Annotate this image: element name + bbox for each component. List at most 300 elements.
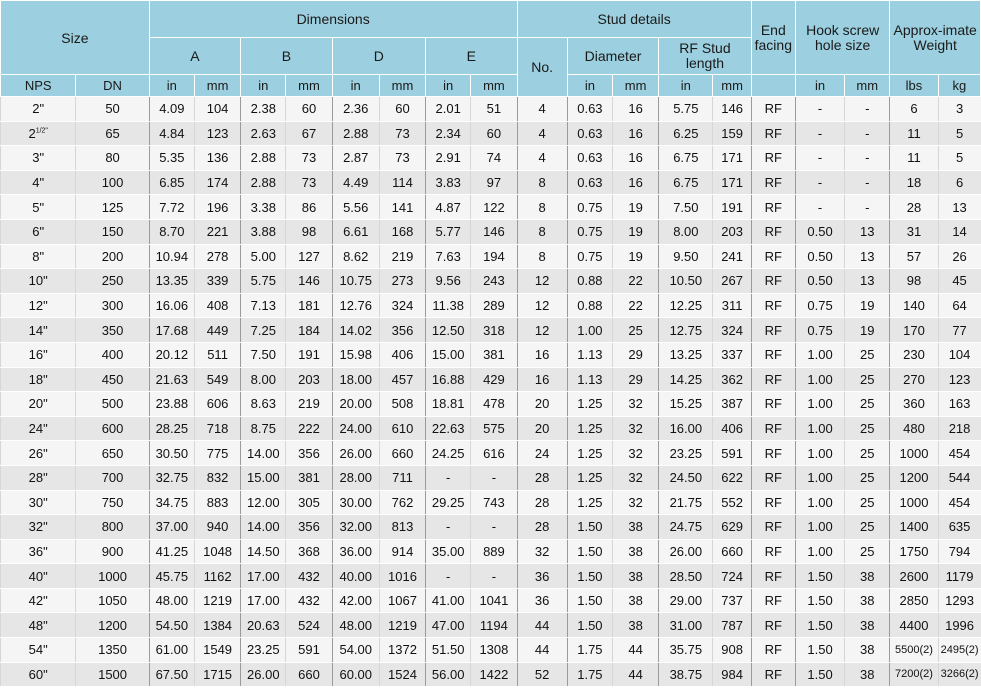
- cell-nps: 12": [1, 293, 76, 318]
- cell-b-mm: 432: [286, 588, 332, 613]
- cell-lbs: 11: [890, 121, 938, 146]
- cell-lbs: 98: [890, 269, 938, 294]
- cell-d-in: 42.00: [332, 588, 379, 613]
- cell-kg: 454: [938, 490, 980, 515]
- cell-a-in: 34.75: [149, 490, 194, 515]
- cell-hook-in: 1.00: [795, 367, 844, 392]
- cell-rf-in: 35.75: [659, 638, 713, 663]
- cell-kg: 64: [938, 293, 980, 318]
- cell-no: 8: [517, 195, 567, 220]
- cell-e-in: 2.34: [426, 121, 471, 146]
- cell-nps: 6": [1, 219, 76, 244]
- cell-kg: 104: [938, 342, 980, 367]
- cell-e-mm: 889: [471, 539, 517, 564]
- cell-e-in: 29.25: [426, 490, 471, 515]
- cell-dn: 500: [76, 392, 149, 417]
- cell-a-mm: 511: [194, 342, 240, 367]
- cell-dia-in: 1.75: [567, 638, 612, 663]
- header-a-in: in: [149, 75, 194, 97]
- cell-e-in: 2.91: [426, 146, 471, 171]
- cell-e-in: 5.77: [426, 219, 471, 244]
- cell-a-in: 6.85: [149, 170, 194, 195]
- cell-end-facing: RF: [751, 539, 795, 564]
- cell-d-in: 28.00: [332, 465, 379, 490]
- cell-dn: 1200: [76, 613, 149, 638]
- table-row: [1, 367, 981, 392]
- cell-dn: 300: [76, 293, 149, 318]
- cell-e-mm: 743: [471, 490, 517, 515]
- cell-kg: 454: [938, 441, 980, 466]
- cell-dn: 700: [76, 465, 149, 490]
- cell-end-facing: RF: [751, 318, 795, 343]
- cell-rf-in: 12.75: [659, 318, 713, 343]
- cell-no: 12: [517, 293, 567, 318]
- table-row: [1, 318, 981, 343]
- cell-b-in: 2.38: [241, 97, 286, 122]
- cell-kg: 26: [938, 244, 980, 269]
- cell-hook-mm: -: [845, 121, 890, 146]
- table-row: [1, 146, 981, 171]
- cell-end-facing: RF: [751, 564, 795, 589]
- header-approx-weight: Approx-imate Weight: [890, 1, 981, 75]
- cell-d-mm: 660: [379, 441, 425, 466]
- cell-kg: 1293: [938, 588, 980, 613]
- cell-rf-in: 10.50: [659, 269, 713, 294]
- cell-a-mm: 606: [194, 392, 240, 417]
- cell-lbs: 1000: [890, 490, 938, 515]
- cell-dia-in: 0.88: [567, 293, 612, 318]
- cell-e-in: 16.88: [426, 367, 471, 392]
- cell-d-mm: 1016: [379, 564, 425, 589]
- cell-end-facing: RF: [751, 638, 795, 663]
- cell-dia-in: 0.75: [567, 219, 612, 244]
- cell-lbs: 140: [890, 293, 938, 318]
- cell-rf-in: 28.50: [659, 564, 713, 589]
- cell-b-in: 17.00: [241, 588, 286, 613]
- cell-b-in: 2.63: [241, 121, 286, 146]
- cell-dia-in: 1.50: [567, 515, 612, 540]
- cell-hook-in: 1.00: [795, 342, 844, 367]
- nps-fraction: 1/2": [35, 127, 48, 135]
- header-a-mm: mm: [194, 75, 240, 97]
- cell-a-mm: 1162: [194, 564, 240, 589]
- table-row: [1, 588, 981, 613]
- cell-d-in: 54.00: [332, 638, 379, 663]
- cell-rf-in: 9.50: [659, 244, 713, 269]
- cell-d-in: 2.36: [332, 97, 379, 122]
- cell-no: 28: [517, 515, 567, 540]
- cell-no: 36: [517, 564, 567, 589]
- cell-e-in: 12.50: [426, 318, 471, 343]
- table-row: [1, 269, 981, 294]
- cell-rf-in: 21.75: [659, 490, 713, 515]
- cell-nps: 16": [1, 342, 76, 367]
- cell-dn: 65: [76, 121, 149, 146]
- cell-dia-mm: 16: [613, 170, 659, 195]
- cell-rf-mm: 171: [713, 146, 751, 171]
- cell-e-mm: 1308: [471, 638, 517, 663]
- cell-b-mm: 181: [286, 293, 332, 318]
- cell-b-mm: 98: [286, 219, 332, 244]
- header-rf-mm: mm: [713, 75, 751, 97]
- cell-e-in: 18.81: [426, 392, 471, 417]
- cell-e-in: 22.63: [426, 416, 471, 441]
- cell-a-in: 10.94: [149, 244, 194, 269]
- cell-b-in: 7.13: [241, 293, 286, 318]
- cell-e-mm: -: [471, 515, 517, 540]
- cell-rf-mm: 787: [713, 613, 751, 638]
- cell-no: 28: [517, 490, 567, 515]
- cell-d-in: 24.00: [332, 416, 379, 441]
- cell-b-mm: 660: [286, 662, 332, 687]
- cell-dia-in: 1.25: [567, 392, 612, 417]
- cell-rf-mm: 387: [713, 392, 751, 417]
- cell-nps: 8": [1, 244, 76, 269]
- cell-rf-mm: 552: [713, 490, 751, 515]
- cell-end-facing: RF: [751, 146, 795, 171]
- table-row: [1, 465, 981, 490]
- cell-e-in: 9.56: [426, 269, 471, 294]
- cell-rf-in: 26.00: [659, 539, 713, 564]
- cell-hook-mm: -: [845, 97, 890, 122]
- cell-end-facing: RF: [751, 269, 795, 294]
- cell-lbs: 5500(2): [890, 638, 938, 663]
- cell-lbs: 360: [890, 392, 938, 417]
- cell-kg: 5: [938, 121, 980, 146]
- header-dimensions: Dimensions: [149, 1, 517, 38]
- cell-dn: 350: [76, 318, 149, 343]
- cell-d-mm: 762: [379, 490, 425, 515]
- cell-rf-mm: 267: [713, 269, 751, 294]
- cell-dia-mm: 38: [613, 588, 659, 613]
- cell-a-in: 21.63: [149, 367, 194, 392]
- cell-e-mm: 318: [471, 318, 517, 343]
- cell-kg: 635: [938, 515, 980, 540]
- table-row: [1, 539, 981, 564]
- cell-d-mm: 324: [379, 293, 425, 318]
- cell-dia-mm: 38: [613, 515, 659, 540]
- cell-a-mm: 1219: [194, 588, 240, 613]
- cell-nps: 48": [1, 613, 76, 638]
- cell-hook-mm: 38: [845, 662, 890, 687]
- cell-b-in: 14.00: [241, 441, 286, 466]
- cell-d-mm: 114: [379, 170, 425, 195]
- cell-dia-mm: 29: [613, 367, 659, 392]
- cell-dia-in: 1.50: [567, 539, 612, 564]
- cell-e-in: 24.25: [426, 441, 471, 466]
- cell-end-facing: RF: [751, 490, 795, 515]
- cell-dia-in: 1.25: [567, 465, 612, 490]
- cell-rf-mm: 984: [713, 662, 751, 687]
- cell-e-in: 56.00: [426, 662, 471, 687]
- cell-no: 4: [517, 121, 567, 146]
- cell-nps: 2": [1, 97, 76, 122]
- header-hook-in: in: [795, 75, 844, 97]
- cell-nps: 24": [1, 416, 76, 441]
- header-e-mm: mm: [471, 75, 517, 97]
- cell-e-in: 41.00: [426, 588, 471, 613]
- cell-b-mm: 381: [286, 465, 332, 490]
- table-row: [1, 416, 981, 441]
- cell-dia-mm: 19: [613, 195, 659, 220]
- cell-hook-in: 1.00: [795, 465, 844, 490]
- cell-e-mm: 60: [471, 121, 517, 146]
- cell-nps: [1, 121, 76, 146]
- cell-d-mm: 141: [379, 195, 425, 220]
- cell-b-in: 7.50: [241, 342, 286, 367]
- cell-b-in: 15.00: [241, 465, 286, 490]
- header-b-mm: mm: [286, 75, 332, 97]
- cell-d-mm: 73: [379, 146, 425, 171]
- cell-dn: 1000: [76, 564, 149, 589]
- cell-nps: 54": [1, 638, 76, 663]
- cell-lbs: 170: [890, 318, 938, 343]
- cell-b-mm: 356: [286, 515, 332, 540]
- cell-dia-in: 1.25: [567, 416, 612, 441]
- cell-nps: 14": [1, 318, 76, 343]
- cell-kg: 14: [938, 219, 980, 244]
- cell-dia-in: 0.75: [567, 195, 612, 220]
- cell-rf-in: 14.25: [659, 367, 713, 392]
- cell-rf-mm: 311: [713, 293, 751, 318]
- cell-end-facing: RF: [751, 293, 795, 318]
- cell-hook-mm: 38: [845, 588, 890, 613]
- cell-b-mm: 368: [286, 539, 332, 564]
- cell-b-in: 12.00: [241, 490, 286, 515]
- header-e: E: [426, 38, 517, 75]
- cell-d-in: 18.00: [332, 367, 379, 392]
- cell-b-in: 5.00: [241, 244, 286, 269]
- cell-no: 36: [517, 588, 567, 613]
- cell-dn: 650: [76, 441, 149, 466]
- cell-d-mm: 508: [379, 392, 425, 417]
- cell-hook-in: 0.50: [795, 219, 844, 244]
- cell-nps: 60": [1, 662, 76, 687]
- cell-nps: 4": [1, 170, 76, 195]
- cell-hook-mm: 38: [845, 564, 890, 589]
- cell-b-in: 2.88: [241, 170, 286, 195]
- cell-dn: 150: [76, 219, 149, 244]
- cell-dia-in: 1.00: [567, 318, 612, 343]
- cell-hook-in: 1.50: [795, 638, 844, 663]
- cell-no: 28: [517, 465, 567, 490]
- cell-b-mm: 219: [286, 392, 332, 417]
- cell-dia-in: 0.63: [567, 170, 612, 195]
- cell-d-in: 32.00: [332, 515, 379, 540]
- cell-a-in: 8.70: [149, 219, 194, 244]
- cell-rf-mm: 591: [713, 441, 751, 466]
- cell-lbs: 57: [890, 244, 938, 269]
- cell-dn: 200: [76, 244, 149, 269]
- cell-dn: 600: [76, 416, 149, 441]
- cell-no: 20: [517, 392, 567, 417]
- cell-b-in: 26.00: [241, 662, 286, 687]
- cell-hook-in: 1.50: [795, 662, 844, 687]
- cell-dia-in: 0.88: [567, 269, 612, 294]
- cell-rf-in: 13.25: [659, 342, 713, 367]
- cell-hook-mm: 19: [845, 318, 890, 343]
- cell-b-mm: 73: [286, 170, 332, 195]
- cell-d-mm: 610: [379, 416, 425, 441]
- cell-dia-mm: 16: [613, 121, 659, 146]
- cell-rf-in: 6.25: [659, 121, 713, 146]
- cell-b-mm: 524: [286, 613, 332, 638]
- cell-b-in: 8.63: [241, 392, 286, 417]
- table-row: [1, 613, 981, 638]
- cell-a-in: 16.06: [149, 293, 194, 318]
- cell-no: 8: [517, 170, 567, 195]
- cell-b-mm: 203: [286, 367, 332, 392]
- cell-hook-in: 1.00: [795, 490, 844, 515]
- cell-rf-mm: 324: [713, 318, 751, 343]
- cell-b-mm: 305: [286, 490, 332, 515]
- cell-dn: 80: [76, 146, 149, 171]
- cell-no: 44: [517, 613, 567, 638]
- table-row: [1, 97, 981, 122]
- table-row: [1, 490, 981, 515]
- cell-e-mm: 243: [471, 269, 517, 294]
- cell-end-facing: RF: [751, 97, 795, 122]
- cell-rf-mm: 908: [713, 638, 751, 663]
- cell-d-in: 15.98: [332, 342, 379, 367]
- cell-b-mm: 432: [286, 564, 332, 589]
- cell-kg: 77: [938, 318, 980, 343]
- cell-hook-in: -: [795, 121, 844, 146]
- cell-dn: 900: [76, 539, 149, 564]
- cell-lbs: 18: [890, 170, 938, 195]
- cell-d-in: 36.00: [332, 539, 379, 564]
- cell-dia-mm: 38: [613, 539, 659, 564]
- cell-dia-mm: 32: [613, 465, 659, 490]
- header-d-in: in: [332, 75, 379, 97]
- cell-dia-in: 0.63: [567, 146, 612, 171]
- cell-a-in: 4.84: [149, 121, 194, 146]
- cell-e-mm: 1194: [471, 613, 517, 638]
- cell-end-facing: RF: [751, 588, 795, 613]
- cell-a-in: 23.88: [149, 392, 194, 417]
- cell-dia-mm: 44: [613, 662, 659, 687]
- cell-e-mm: -: [471, 564, 517, 589]
- cell-d-mm: 219: [379, 244, 425, 269]
- cell-b-mm: 356: [286, 441, 332, 466]
- table-row: [1, 662, 981, 687]
- header-diameter: Diameter: [567, 38, 658, 75]
- cell-kg: 123: [938, 367, 980, 392]
- cell-hook-in: 0.50: [795, 244, 844, 269]
- cell-d-mm: 356: [379, 318, 425, 343]
- cell-b-mm: 146: [286, 269, 332, 294]
- cell-dia-mm: 32: [613, 441, 659, 466]
- cell-a-mm: 549: [194, 367, 240, 392]
- header-d: D: [332, 38, 425, 75]
- cell-dn: 800: [76, 515, 149, 540]
- cell-dn: 450: [76, 367, 149, 392]
- table-row: [1, 564, 981, 589]
- table-row: [1, 121, 981, 146]
- cell-dia-mm: 22: [613, 293, 659, 318]
- cell-dn: 125: [76, 195, 149, 220]
- cell-rf-in: 31.00: [659, 613, 713, 638]
- cell-a-mm: 278: [194, 244, 240, 269]
- cell-lbs: 11: [890, 146, 938, 171]
- cell-a-in: 37.00: [149, 515, 194, 540]
- cell-e-in: 15.00: [426, 342, 471, 367]
- cell-hook-in: 1.00: [795, 515, 844, 540]
- cell-lbs: 270: [890, 367, 938, 392]
- cell-d-mm: 1524: [379, 662, 425, 687]
- cell-rf-mm: 737: [713, 588, 751, 613]
- cell-lbs: 31: [890, 219, 938, 244]
- table-row: [1, 170, 981, 195]
- cell-hook-mm: -: [845, 195, 890, 220]
- cell-no: 8: [517, 244, 567, 269]
- cell-rf-mm: 660: [713, 539, 751, 564]
- cell-a-mm: 832: [194, 465, 240, 490]
- cell-hook-mm: 25: [845, 342, 890, 367]
- cell-dn: 50: [76, 97, 149, 122]
- cell-b-mm: 191: [286, 342, 332, 367]
- table-row: [1, 441, 981, 466]
- cell-rf-mm: 159: [713, 121, 751, 146]
- cell-a-in: 4.09: [149, 97, 194, 122]
- cell-b-in: 20.63: [241, 613, 286, 638]
- cell-no: 16: [517, 367, 567, 392]
- cell-no: 12: [517, 269, 567, 294]
- cell-hook-in: -: [795, 146, 844, 171]
- cell-hook-mm: 25: [845, 490, 890, 515]
- header-nps: NPS: [1, 75, 76, 97]
- table-row: [1, 342, 981, 367]
- cell-dia-mm: 32: [613, 416, 659, 441]
- cell-no: 8: [517, 219, 567, 244]
- nps-whole: 2: [28, 125, 36, 141]
- cell-kg: 2495(2): [938, 638, 980, 663]
- cell-rf-in: 16.00: [659, 416, 713, 441]
- cell-hook-in: 0.75: [795, 318, 844, 343]
- cell-a-in: 48.00: [149, 588, 194, 613]
- table-row: [1, 638, 981, 663]
- cell-dia-in: 1.13: [567, 367, 612, 392]
- cell-kg: 794: [938, 539, 980, 564]
- cell-rf-mm: 171: [713, 170, 751, 195]
- cell-b-mm: 127: [286, 244, 332, 269]
- cell-hook-mm: -: [845, 170, 890, 195]
- cell-d-mm: 406: [379, 342, 425, 367]
- header-size: Size: [1, 1, 150, 75]
- table-row: [1, 293, 981, 318]
- cell-a-mm: 174: [194, 170, 240, 195]
- cell-b-mm: 86: [286, 195, 332, 220]
- cell-d-mm: 813: [379, 515, 425, 540]
- cell-dia-in: 0.75: [567, 244, 612, 269]
- cell-a-in: 28.25: [149, 416, 194, 441]
- cell-hook-mm: 25: [845, 392, 890, 417]
- cell-e-mm: 429: [471, 367, 517, 392]
- cell-kg: 1179: [938, 564, 980, 589]
- cell-lbs: 28: [890, 195, 938, 220]
- cell-lbs: 230: [890, 342, 938, 367]
- cell-b-mm: 73: [286, 146, 332, 171]
- cell-kg: 45: [938, 269, 980, 294]
- cell-hook-in: 1.00: [795, 392, 844, 417]
- cell-end-facing: RF: [751, 441, 795, 466]
- cell-rf-in: 38.75: [659, 662, 713, 687]
- cell-kg: 1996: [938, 613, 980, 638]
- cell-end-facing: RF: [751, 342, 795, 367]
- cell-lbs: 480: [890, 416, 938, 441]
- cell-rf-mm: 406: [713, 416, 751, 441]
- cell-e-in: 47.00: [426, 613, 471, 638]
